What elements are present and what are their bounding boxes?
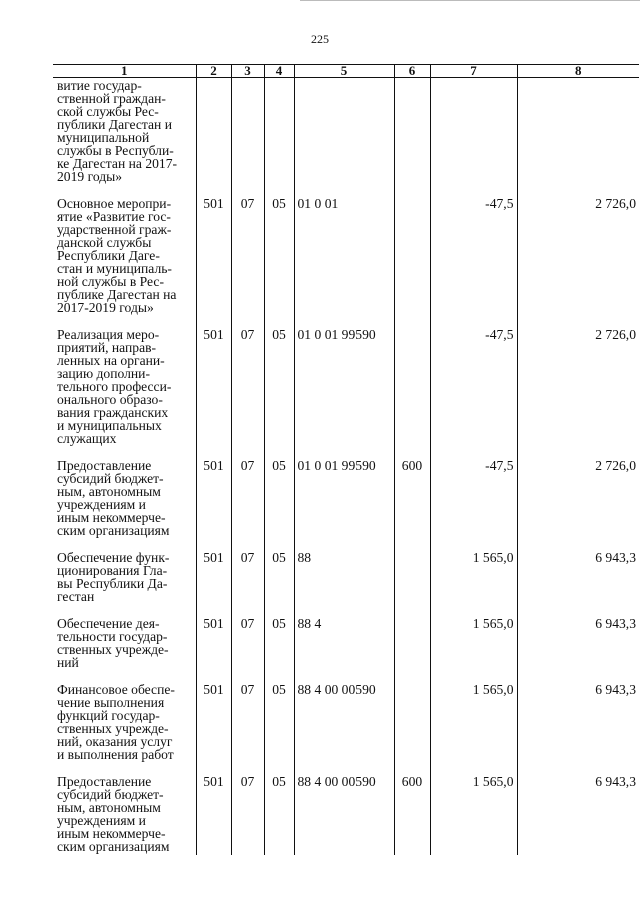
row-name: Обеспечение дея- тельности государ- ственных учрежде- ний	[57, 616, 169, 670]
row-name: Предоставление субсидий бюджет- ным, автономным учреждениям и иным некоммерче- ским организациям	[57, 774, 170, 854]
cell-subsection: 05	[264, 761, 294, 855]
cell-expense-type	[394, 537, 430, 603]
cell-ministry-code: 501	[196, 445, 231, 537]
cell-expense-type	[394, 314, 430, 445]
column-header: 3	[231, 65, 264, 78]
cell-ministry-code: 501	[196, 603, 231, 669]
cell-section: 07	[231, 761, 264, 855]
column-number-row	[53, 65, 639, 78]
cell-amount-total: 2 726,0	[517, 314, 639, 445]
cell-amount-change	[430, 78, 517, 184]
cell-amount-total	[517, 78, 639, 184]
table-row	[53, 537, 639, 603]
row-name: витие государ- ственной граждан- ской службы Рес- публики Дагестан и муниципальной службы в Республи- ке Дагестан на 2017- 2019 годы»	[57, 78, 178, 184]
column-header: 1	[53, 65, 196, 78]
cell-section	[231, 78, 264, 184]
cell-amount-change: 1 565,0	[430, 603, 517, 669]
table-row	[53, 445, 639, 537]
column-header: 2	[196, 65, 231, 78]
cell-amount-change: -47,5	[430, 314, 517, 445]
cell-subsection: 05	[264, 445, 294, 537]
table-row	[53, 78, 639, 184]
cell-expense-type: 600	[394, 445, 430, 537]
cell-amount-total: 2 726,0	[517, 183, 639, 314]
cell-subsection	[264, 78, 294, 184]
row-name: Основное меропри- ятие «Развитие гос- ударственной граж- данской службы Республики Даге- стан и муниципаль- ной службы в Рес- публике Дагестан на 2017-2019 годы»	[57, 196, 177, 315]
cell-amount-total: 6 943,3	[517, 761, 639, 855]
cell-amount-total: 6 943,3	[517, 669, 639, 761]
cell-expense-type	[394, 603, 430, 669]
row-name: Финансовое обеспе- чение выполнения функций государ- ственных учрежде- ний, оказания услуг и выполнения работ	[57, 682, 175, 762]
column-header: 7	[430, 65, 517, 78]
budget-table	[53, 64, 639, 855]
cell-expense-type	[394, 78, 430, 184]
cell-target-article: 88	[294, 537, 394, 603]
cell-ministry-code: 501	[196, 183, 231, 314]
row-name: Предоставление субсидий бюджет- ным, автономным учреждениям и иным некоммерче- ским организациям	[57, 458, 170, 538]
cell-section: 07	[231, 603, 264, 669]
cell-amount-total: 6 943,3	[517, 537, 639, 603]
cell-target-article	[294, 78, 394, 184]
cell-section: 07	[231, 537, 264, 603]
table-row	[53, 183, 639, 314]
table-row	[53, 761, 639, 855]
cell-ministry-code: 501	[196, 761, 231, 855]
column-header: 4	[264, 65, 294, 78]
cell-subsection: 05	[264, 537, 294, 603]
cell-target-article: 01 0 01	[294, 183, 394, 314]
cell-section: 07	[231, 669, 264, 761]
cell-subsection: 05	[264, 669, 294, 761]
column-header: 8	[517, 65, 639, 78]
cell-section: 07	[231, 445, 264, 537]
cell-target-article: 01 0 01 99590	[294, 314, 394, 445]
cell-amount-change: -47,5	[430, 445, 517, 537]
table-row	[53, 603, 639, 669]
cell-expense-type	[394, 669, 430, 761]
table-row	[53, 669, 639, 761]
cell-section: 07	[231, 314, 264, 445]
cell-target-article: 88 4	[294, 603, 394, 669]
cell-expense-type: 600	[394, 761, 430, 855]
cell-amount-change: 1 565,0	[430, 669, 517, 761]
column-header: 6	[394, 65, 430, 78]
column-header: 5	[294, 65, 394, 78]
cell-expense-type	[394, 183, 430, 314]
cell-amount-change: 1 565,0	[430, 761, 517, 855]
cell-target-article: 88 4 00 00590	[294, 761, 394, 855]
cell-subsection: 05	[264, 183, 294, 314]
cell-section: 07	[231, 183, 264, 314]
cell-target-article: 01 0 01 99590	[294, 445, 394, 537]
cell-ministry-code: 501	[196, 314, 231, 445]
page-number: 225	[311, 32, 329, 46]
cell-ministry-code	[196, 78, 231, 184]
cell-amount-change: 1 565,0	[430, 537, 517, 603]
row-name: Обеспечение функ- ционирования Гла- вы Республики Да- гестан	[57, 550, 170, 604]
cell-ministry-code: 501	[196, 669, 231, 761]
cell-subsection: 05	[264, 603, 294, 669]
table-row	[53, 314, 639, 445]
cell-target-article: 88 4 00 00590	[294, 669, 394, 761]
cell-subsection: 05	[264, 314, 294, 445]
cell-amount-total: 2 726,0	[517, 445, 639, 537]
cell-amount-total: 6 943,3	[517, 603, 639, 669]
cell-ministry-code: 501	[196, 537, 231, 603]
cell-amount-change: -47,5	[430, 183, 517, 314]
scan-edge-line	[300, 0, 640, 1]
row-name: Реализация меро- приятий, направ- ленных на органи- зацию дополни- тельного професси- онального образо- вания гражданских и муниципальных служащих	[57, 327, 172, 446]
